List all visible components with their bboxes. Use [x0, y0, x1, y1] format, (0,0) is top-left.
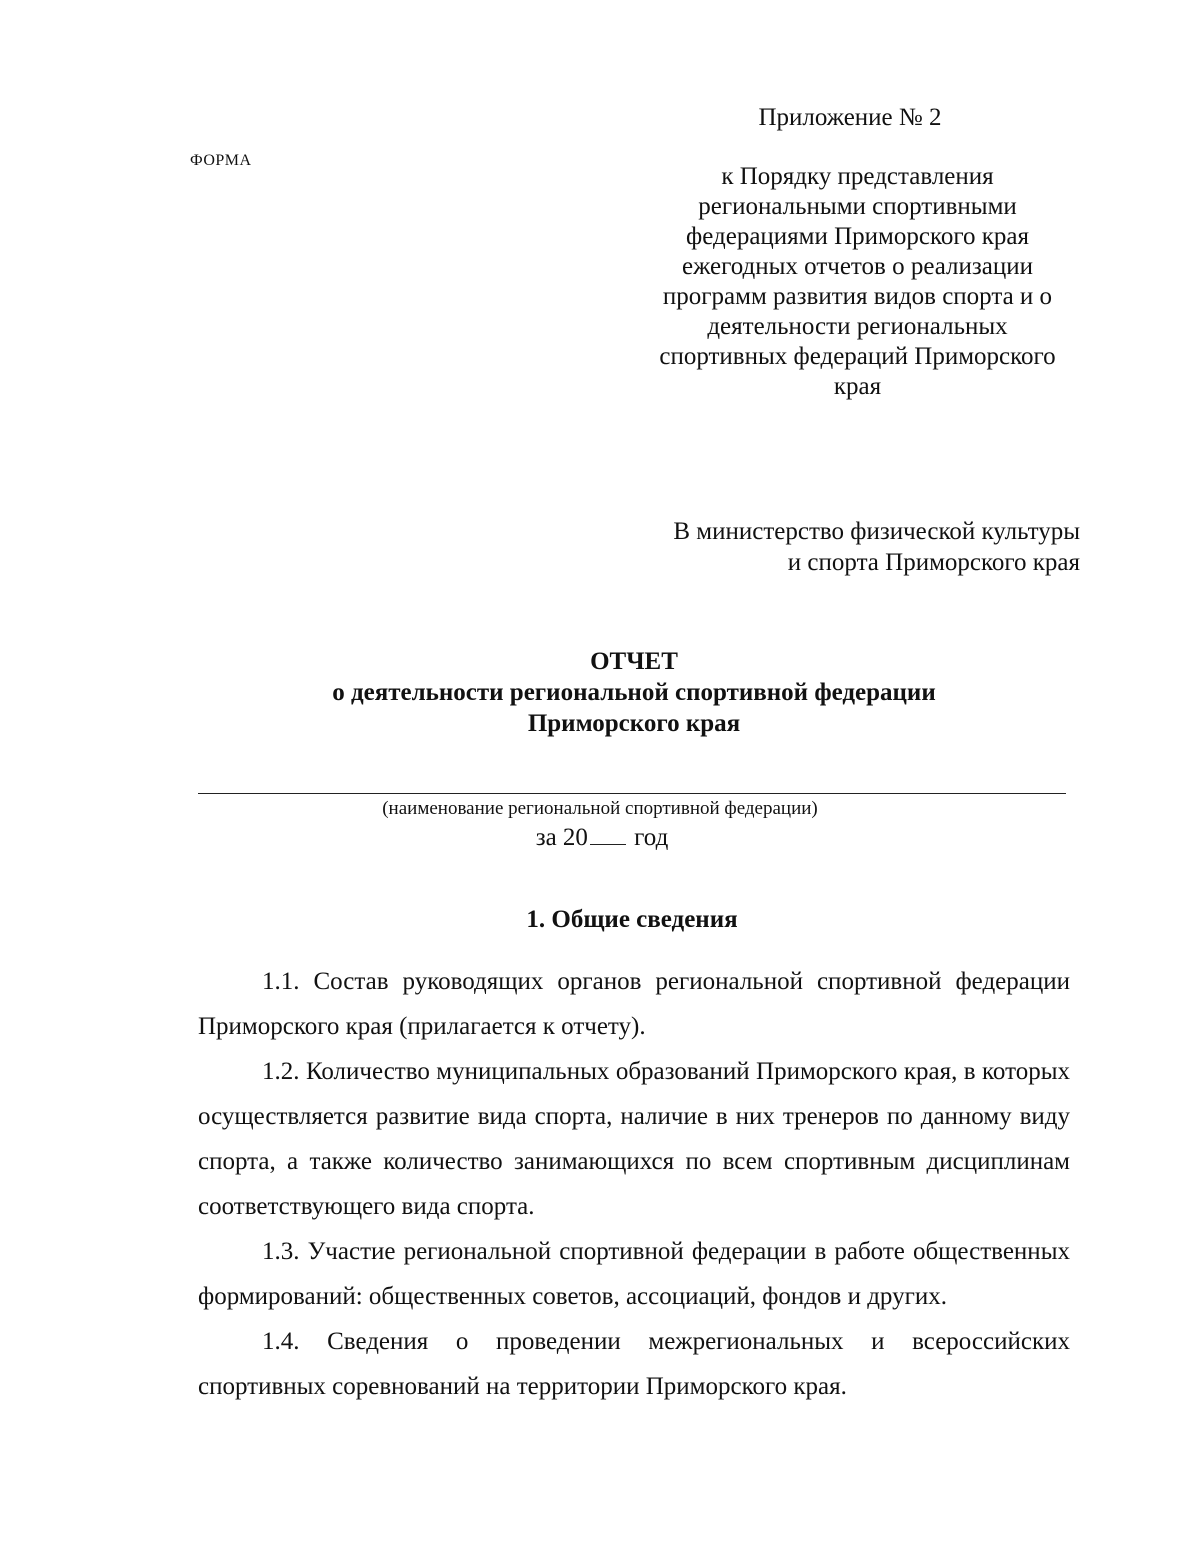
federation-name-field-line — [198, 793, 1066, 794]
year-prefix: за 20 — [535, 824, 588, 851]
appendix-reference — [640, 162, 1075, 402]
report-subtitle-line: о деятельности региональной спортивной федерации — [332, 679, 936, 706]
paragraph-1-2: 1.2. Количество муниципальных образований Приморского края, в которых осуществляется развитие вида спорта, наличие в них тренеров по данному виду спорта, а также количество занимающихся по всем спортивным дисциплинам соответствующего вида спорта. — [198, 1058, 1070, 1220]
addressee-line: В министерство физической культуры — [673, 518, 1080, 545]
section-heading: 1. Общие сведения — [526, 906, 738, 933]
paragraph-1-1: 1.1. Состав руководящих органов региональной спортивной федерации Приморского края (прилагается к отчету). — [198, 968, 1070, 1040]
report-title-block — [200, 646, 1068, 739]
federation-name-caption: (наименование региональной спортивной федерации) — [382, 798, 818, 819]
appendix-line: деятельности региональных — [707, 313, 1008, 340]
appendix-line: края — [833, 373, 882, 400]
appendix-line: ежегодных отчетов о реализации — [681, 253, 1034, 280]
report-year-line — [198, 824, 1006, 852]
paragraph-1-4: 1.4. Сведения о проведении межрегиональных и всероссийских спортивных соревнований на территории Приморского края. — [198, 1328, 1070, 1400]
appendix-title: Приложение № 2 — [758, 104, 942, 131]
year-suffix: год — [634, 824, 669, 851]
appendix-line: федерациями Приморского края — [686, 223, 1029, 250]
appendix-line: спортивных федераций Приморского — [659, 343, 1056, 370]
report-title: ОТЧЕТ — [590, 648, 678, 675]
form-label: ФОРМА — [190, 152, 252, 169]
report-subtitle-line: Приморского края — [527, 710, 741, 737]
addressee-line: и спорта Приморского края — [787, 549, 1080, 576]
appendix-line: к Порядку представления — [721, 163, 994, 190]
addressee — [673, 516, 1080, 578]
year-blank-field — [590, 824, 626, 845]
section-body — [198, 959, 1070, 1409]
paragraph-1-3: 1.3. Участие региональной спортивной федерации в работе общественных формирований: общественных советов, ассоциаций, фондов и других. — [198, 1238, 1070, 1310]
appendix-line: программ развития видов спорта и о — [662, 283, 1053, 310]
appendix-line: региональными спортивными — [698, 193, 1017, 220]
